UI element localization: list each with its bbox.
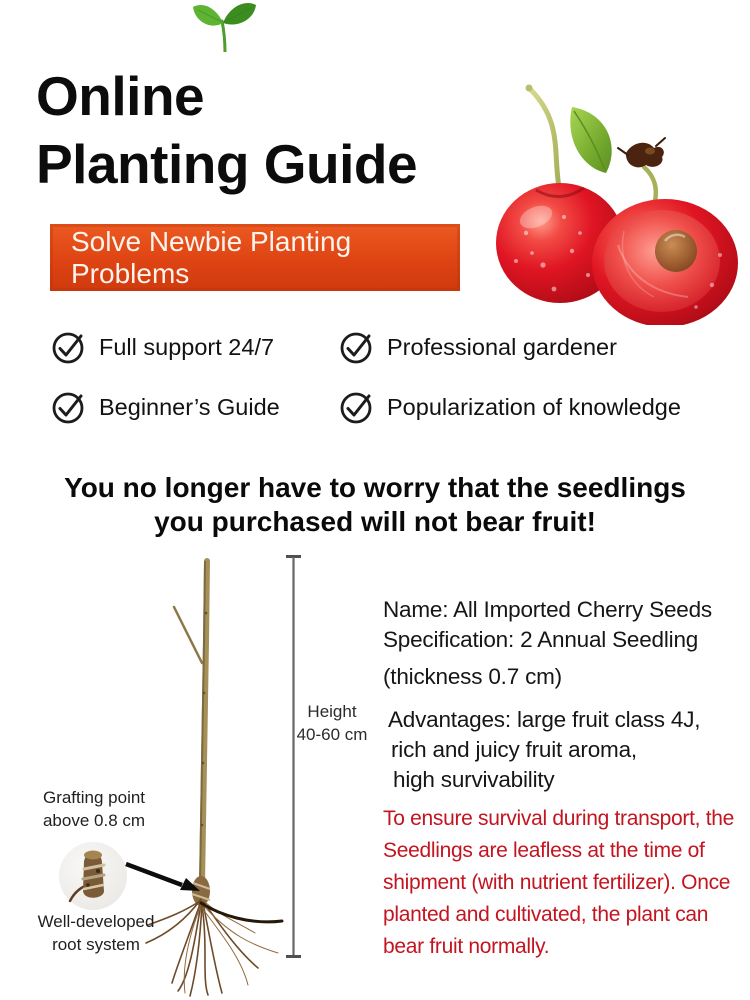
page-title-line1: Online [36,65,205,127]
check-circle-icon [50,327,88,367]
cherries-image [468,75,750,325]
grafting-point-line2: above 0.8 cm [42,811,146,830]
feature-full-support [50,327,274,367]
product-info [383,595,747,795]
page-title-line2: Planting Guide [36,133,418,195]
promo-banner [50,224,460,291]
product-advantages-line1: Advantages: large fruit class 4J, [388,707,701,732]
check-circle-icon [50,387,88,427]
headline [0,471,750,539]
root-system-line1: Well-developed [37,912,155,931]
transport-note-line3: shipment (with nutrient fertilizer). Once [383,871,731,894]
check-circle-icon [338,327,376,367]
root-system-label [20,910,172,956]
transport-note-line5: bear fruit normally. [383,935,550,958]
graft-arrow-icon [120,855,208,900]
product-thickness: (thickness 0.7 cm) [383,664,562,689]
root-system-line2: root system [52,935,140,954]
sprout-icon [188,0,262,52]
grafting-point-line1: Grafting point [42,788,146,807]
transport-note-line4: planted and cultivated, the plant can [383,903,709,926]
product-name: Name: All Imported Cherry Seeds [383,597,712,622]
transport-note-line2: Seedlings are leafless at the time of [383,839,705,862]
height-label-line1: Height [307,702,357,721]
feature-knowledge [338,387,681,427]
product-specification: Specification: 2 Annual Seedling [383,627,699,652]
graft-closeup-image [58,841,128,911]
feature-gardener [338,327,617,367]
feature-label: Beginner’s Guide [99,393,280,420]
feature-label: Full support 24/7 [99,333,275,360]
headline-line1: You no longer have to worry that the seedlings [64,472,686,503]
check-circle-icon [338,387,376,427]
headline-line2: you purchased will not bear fruit! [154,506,596,537]
page-title [36,62,417,198]
feature-beginners-guide [50,387,280,427]
product-advantages-line3: high survivability [393,767,555,792]
feature-label: Popularization of knowledge [387,393,681,420]
transport-note-line1: To ensure survival during transport, the [383,807,735,830]
feature-label: Professional gardener [387,333,617,360]
height-measure-line [285,555,303,958]
grafting-point-label [12,786,176,832]
transport-note [383,803,749,963]
promo-banner-text: Solve Newbie Planting Problems [71,225,352,289]
product-advantages-line2: rich and juicy fruit aroma, [391,737,637,762]
height-label-line2: 40-60 cm [296,725,368,744]
height-label [292,700,372,746]
